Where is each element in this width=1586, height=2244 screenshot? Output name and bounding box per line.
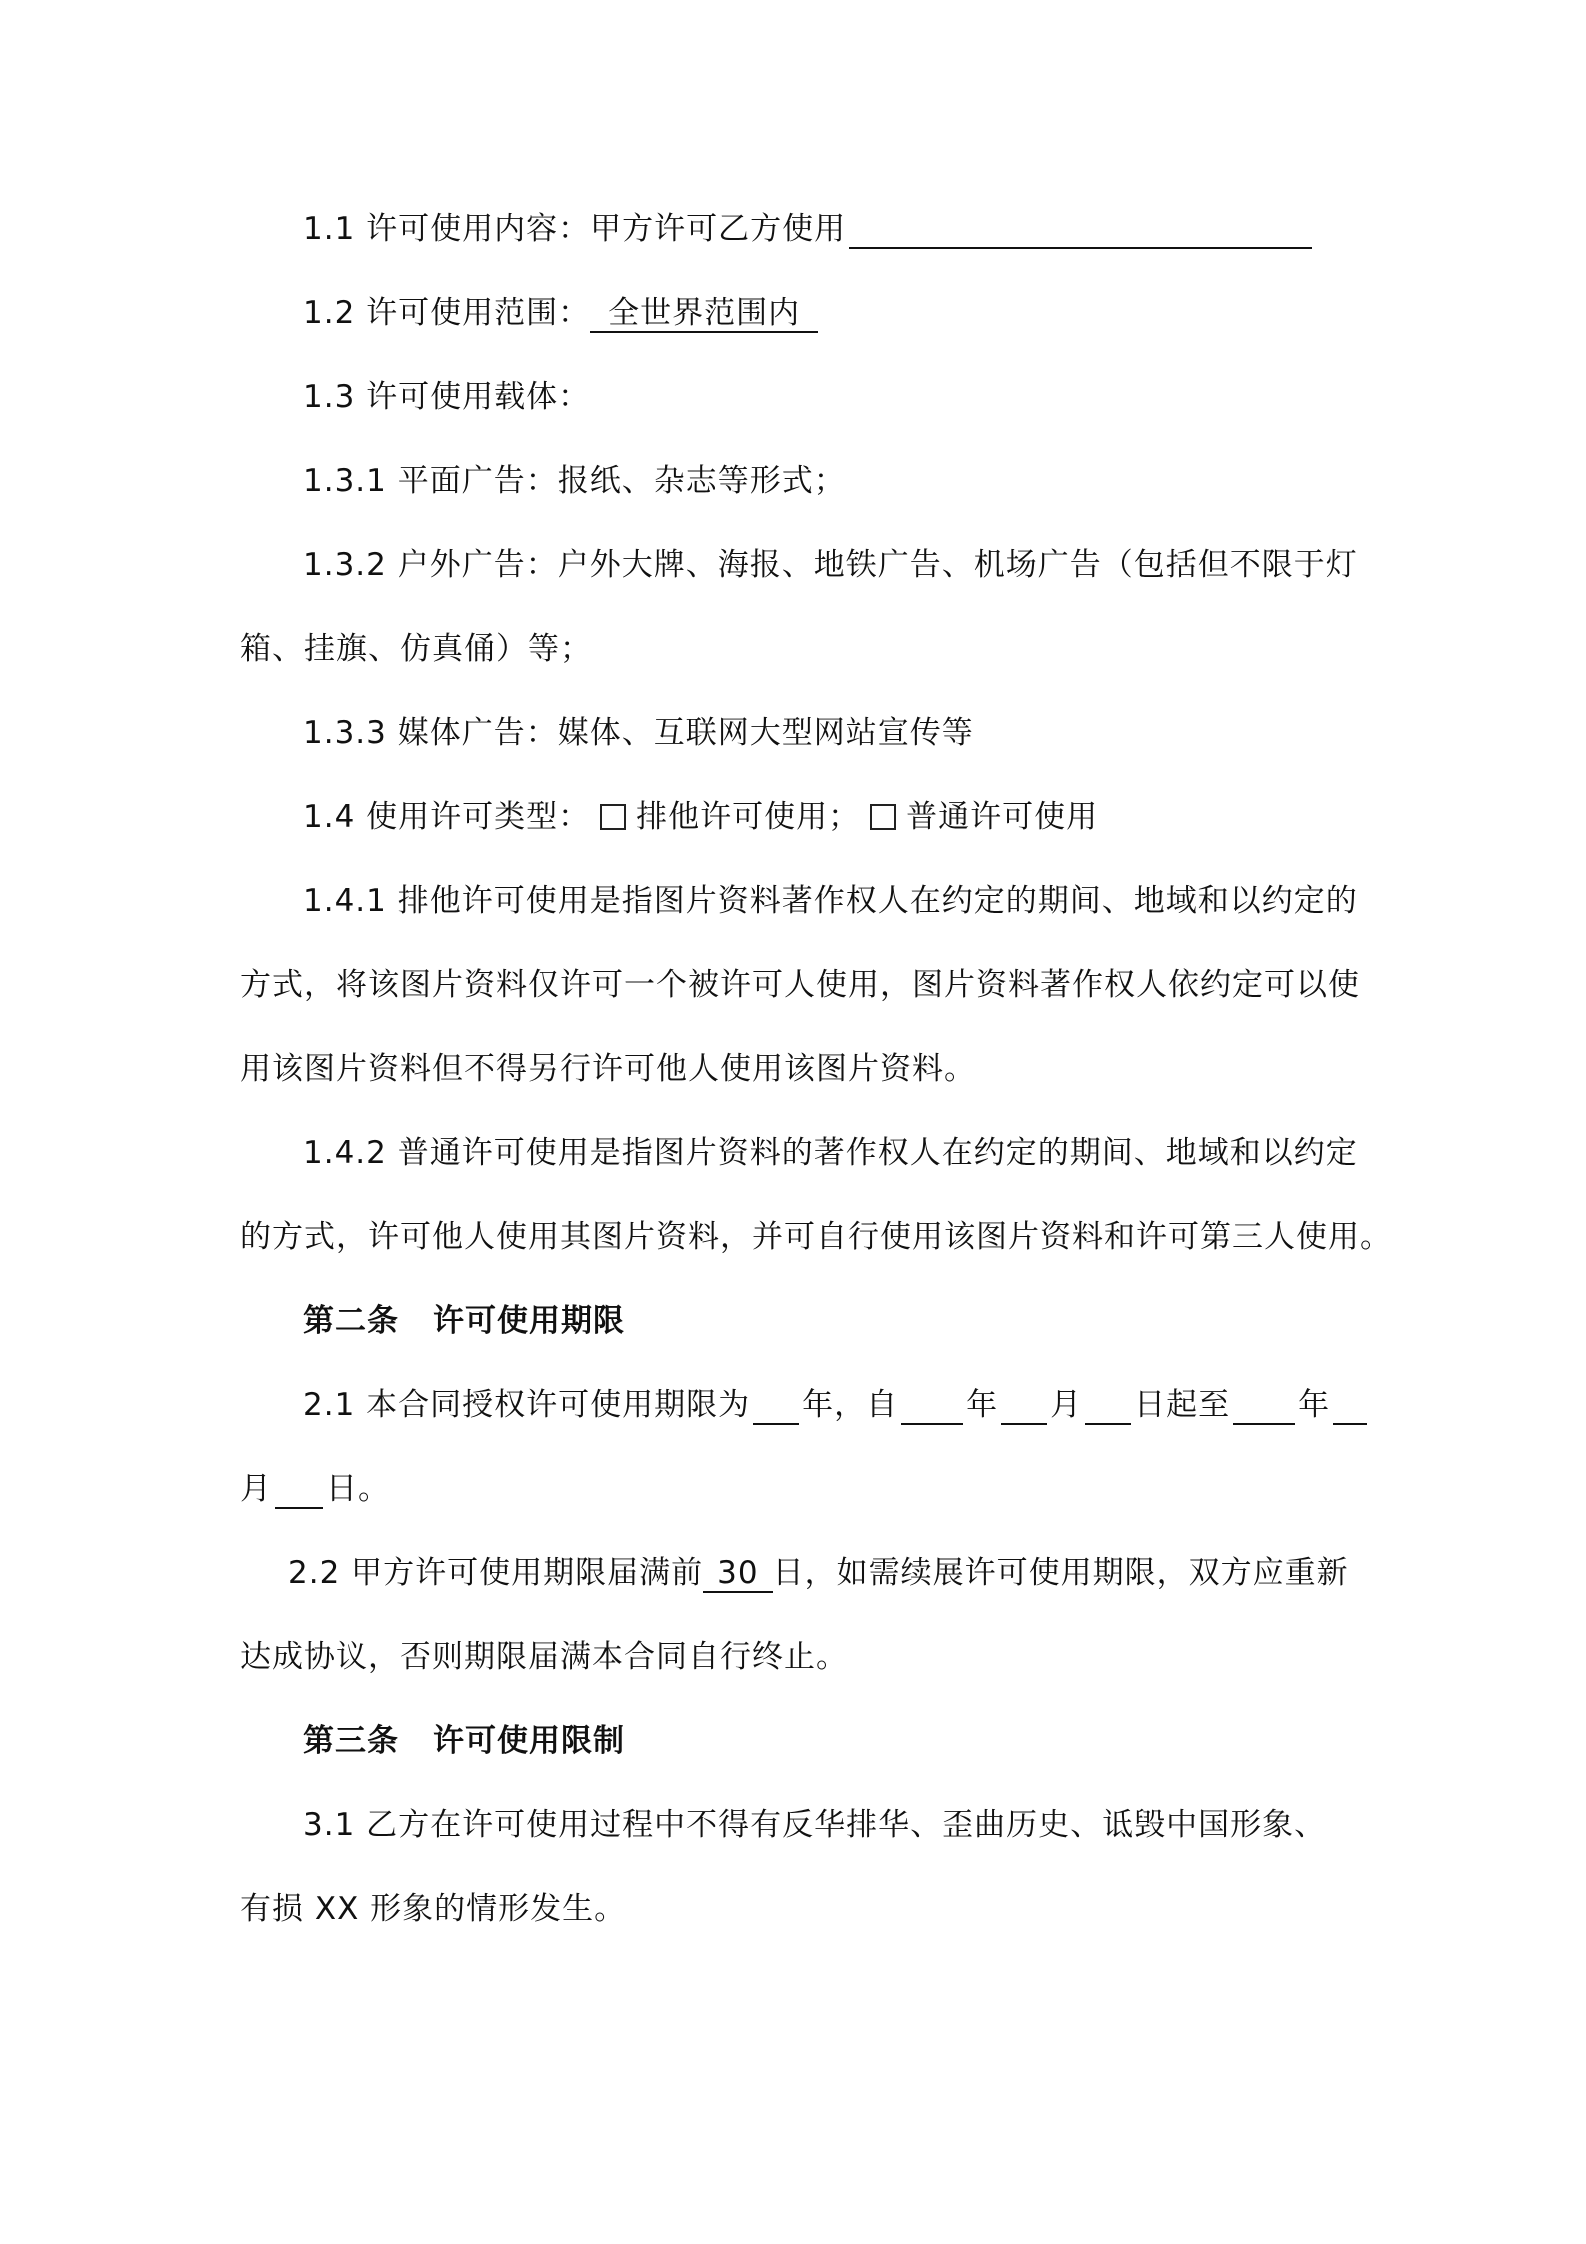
end-month-blank — [1333, 1387, 1367, 1425]
exclusive-option-label: 排他许可使用； — [636, 799, 861, 835]
article-3-number: 第三条 — [303, 1723, 399, 1759]
end-year-blank — [1233, 1387, 1295, 1425]
end-month-word: 月 — [240, 1471, 272, 1507]
term-prefix: 2.1 本合同授权许可使用期限为 — [303, 1387, 751, 1423]
clause-1-4-label: 1.4 使用许可类型： — [303, 799, 591, 835]
end-year-word: 年 — [1298, 1387, 1331, 1423]
article-2-heading — [303, 1301, 625, 1341]
start-day-blank — [1085, 1387, 1131, 1425]
article-3-title: 许可使用限制 — [433, 1723, 625, 1759]
clause-1-1 — [303, 209, 1315, 249]
clause-1-3-2-line2: 箱、挂旗、仿真俑）等； — [240, 631, 592, 667]
content-blank — [849, 211, 1312, 249]
start-month-word: 月 — [1050, 1387, 1083, 1423]
clause-2-1-line1 — [303, 1385, 1370, 1425]
clause-1-2-label: 1.2 许可使用范围： — [303, 295, 591, 331]
clause-1-3-3: 1.3.3 媒体广告：媒体、互联网大型网站宣传等 — [303, 715, 974, 751]
article-3-heading — [303, 1721, 625, 1761]
ordinary-option-label: 普通许可使用 — [906, 799, 1099, 835]
clause-3-1-line1: 3.1 乙方在许可使用过程中不得有反华排华、歪曲历史、诋毁中国形象、 — [303, 1807, 1327, 1843]
clause-1-4-1-line1: 1.4.1 排他许可使用是指图片资料著作权人在约定的期间、地域和以约定的 — [303, 883, 1358, 919]
renewal-days: 30 — [703, 1555, 772, 1593]
clause-1-3-2-line1: 1.3.2 户外广告：户外大牌、海报、地铁广告、机场广告（包括但不限于灯 — [303, 547, 1358, 583]
clause-1-4-1-line3: 用该图片资料但不得另行许可他人使用该图片资料。 — [240, 1051, 976, 1087]
clause-1-3-1: 1.3.1 平面广告：报纸、杂志等形式； — [303, 463, 846, 499]
ordinary-checkbox[interactable] — [870, 804, 896, 830]
clause-1-2 — [303, 293, 818, 333]
exclusive-checkbox[interactable] — [600, 804, 626, 830]
clause-2-1-line2 — [240, 1469, 390, 1509]
renewal-suffix: 日，如需续展许可使用期限，双方应重新 — [772, 1555, 1349, 1591]
clause-2-2-line2: 达成协议，否则期限届满本合同自行终止。 — [240, 1639, 848, 1675]
start-year-blank — [901, 1387, 963, 1425]
term-years-word: 年，自 — [802, 1387, 899, 1423]
article-2-title: 许可使用期限 — [433, 1303, 625, 1339]
scope-value: 全世界范围内 — [590, 295, 818, 333]
article-2-number: 第二条 — [303, 1303, 399, 1339]
clause-2-2-line1 — [288, 1553, 1349, 1593]
clause-1-4-2-line1: 1.4.2 普通许可使用是指图片资料的著作权人在约定的期间、地域和以约定 — [303, 1135, 1358, 1171]
clause-1-4-2-line2: 的方式，许可他人使用其图片资料，并可自行使用该图片资料和许可第三人使用。 — [240, 1219, 1392, 1255]
term-years-blank — [753, 1387, 799, 1425]
clause-1-4 — [303, 797, 1098, 837]
start-year-word: 年 — [966, 1387, 999, 1423]
end-day-word: 日。 — [326, 1471, 390, 1507]
end-day-blank — [275, 1471, 323, 1509]
renewal-prefix: 2.2 甲方许可使用期限届满前 — [288, 1555, 704, 1591]
start-day-word: 日起至 — [1134, 1387, 1231, 1423]
clause-3-1-line2: 有损 XX 形象的情形发生。 — [240, 1891, 627, 1927]
clause-1-4-1-line2: 方式，将该图片资料仅许可一个被许可人使用，图片资料著作权人依约定可以使 — [240, 967, 1360, 1003]
start-month-blank — [1001, 1387, 1047, 1425]
clause-1-3: 1.3 许可使用载体： — [303, 379, 591, 415]
clause-1-1-label: 1.1 许可使用内容：甲方许可乙方使用 — [303, 211, 847, 247]
